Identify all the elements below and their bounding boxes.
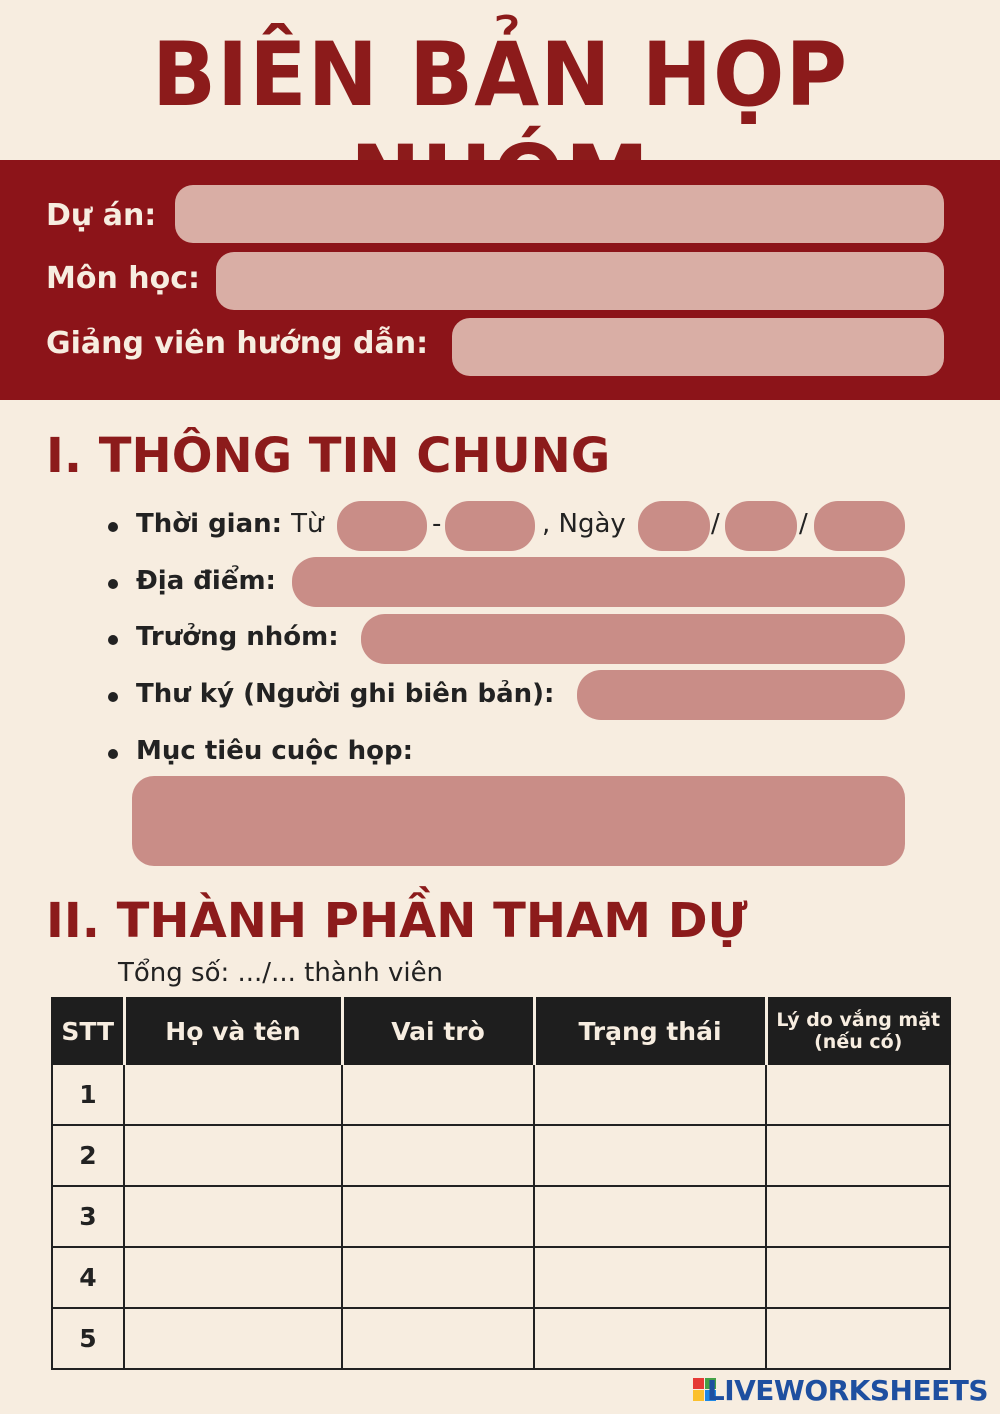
row-number: 4: [52, 1247, 124, 1308]
goal-field[interactable]: [132, 776, 905, 866]
column-header: Họ và tên: [124, 998, 342, 1064]
table-row: [52, 1247, 950, 1308]
bullet: [108, 522, 118, 532]
row-number: 1: [52, 1064, 124, 1125]
table-row: [52, 1308, 950, 1369]
bullet: [108, 749, 118, 759]
name-cell[interactable]: [124, 1308, 342, 1369]
status-cell[interactable]: [534, 1064, 766, 1125]
place-label: Địa điểm:: [136, 566, 276, 596]
date-slash: /: [711, 509, 720, 539]
subject-field[interactable]: [216, 252, 944, 310]
header-band: [0, 160, 1000, 400]
project-label: Dự án:: [46, 198, 157, 233]
month-field[interactable]: [725, 501, 797, 551]
date-slash: /: [799, 509, 808, 539]
absence-reason-cell[interactable]: [766, 1125, 950, 1186]
status-cell[interactable]: [534, 1247, 766, 1308]
role-cell[interactable]: [342, 1186, 534, 1247]
secretary-field[interactable]: [577, 670, 905, 720]
subject-label: Môn học:: [46, 261, 201, 296]
goal-label: Mục tiêu cuộc họp:: [136, 736, 414, 766]
day-field[interactable]: [638, 501, 710, 551]
attendance-table: [51, 997, 951, 1370]
status-cell[interactable]: [534, 1308, 766, 1369]
bullet: [108, 635, 118, 645]
time-from-text: Từ: [291, 509, 324, 539]
name-cell[interactable]: [124, 1247, 342, 1308]
row-number: 3: [52, 1186, 124, 1247]
status-cell[interactable]: [534, 1125, 766, 1186]
status-cell[interactable]: [534, 1186, 766, 1247]
table-row: [52, 1064, 950, 1125]
name-cell[interactable]: [124, 1186, 342, 1247]
role-cell[interactable]: [342, 1125, 534, 1186]
table-header-row: [52, 998, 950, 1064]
table-row: [52, 1125, 950, 1186]
time-start-field[interactable]: [337, 501, 427, 551]
leader-label: Trưởng nhóm:: [136, 622, 339, 652]
column-header: Trạng thái: [534, 998, 766, 1064]
project-field[interactable]: [175, 185, 944, 243]
time-dash: -: [432, 509, 442, 539]
table-row: [52, 1186, 950, 1247]
time-end-field[interactable]: [445, 501, 535, 551]
absence-reason-cell[interactable]: [766, 1186, 950, 1247]
secretary-label: Thư ký (Người ghi biên bản):: [136, 679, 555, 709]
absence-reason-cell[interactable]: [766, 1247, 950, 1308]
row-number: 2: [52, 1125, 124, 1186]
page-title: BIÊN BẢN HỌP: [151, 23, 849, 126]
role-cell[interactable]: [342, 1247, 534, 1308]
column-header: Lý do vắng mặt (nếu có): [766, 998, 950, 1064]
role-cell[interactable]: [342, 1308, 534, 1369]
time-label-text: Thời gian:: [136, 509, 283, 539]
absence-reason-cell[interactable]: [766, 1308, 950, 1369]
year-field[interactable]: [814, 501, 905, 551]
role-cell[interactable]: [342, 1064, 534, 1125]
total-members: Tổng số: .../... thành viên: [118, 958, 444, 988]
section2-heading: II. THÀNH PHẦN THAM DỰ: [46, 893, 748, 949]
absence-reason-cell[interactable]: [766, 1064, 950, 1125]
leader-field[interactable]: [361, 614, 905, 664]
row-number: 5: [52, 1308, 124, 1369]
place-field[interactable]: [292, 557, 905, 607]
name-cell[interactable]: [124, 1064, 342, 1125]
watermark-text: LIVEWORKSHEETS: [706, 1374, 988, 1407]
name-cell[interactable]: [124, 1125, 342, 1186]
bullet: [108, 579, 118, 589]
instructor-label: Giảng viên hướng dẫn:: [46, 326, 429, 361]
instructor-field[interactable]: [452, 318, 944, 376]
column-header: Vai trò: [342, 998, 534, 1064]
bullet: [108, 692, 118, 702]
date-label: , Ngày: [542, 509, 626, 539]
column-header: STT: [52, 998, 124, 1064]
time-label: [136, 509, 323, 539]
section1-heading: I. THÔNG TIN CHUNG: [46, 428, 611, 484]
